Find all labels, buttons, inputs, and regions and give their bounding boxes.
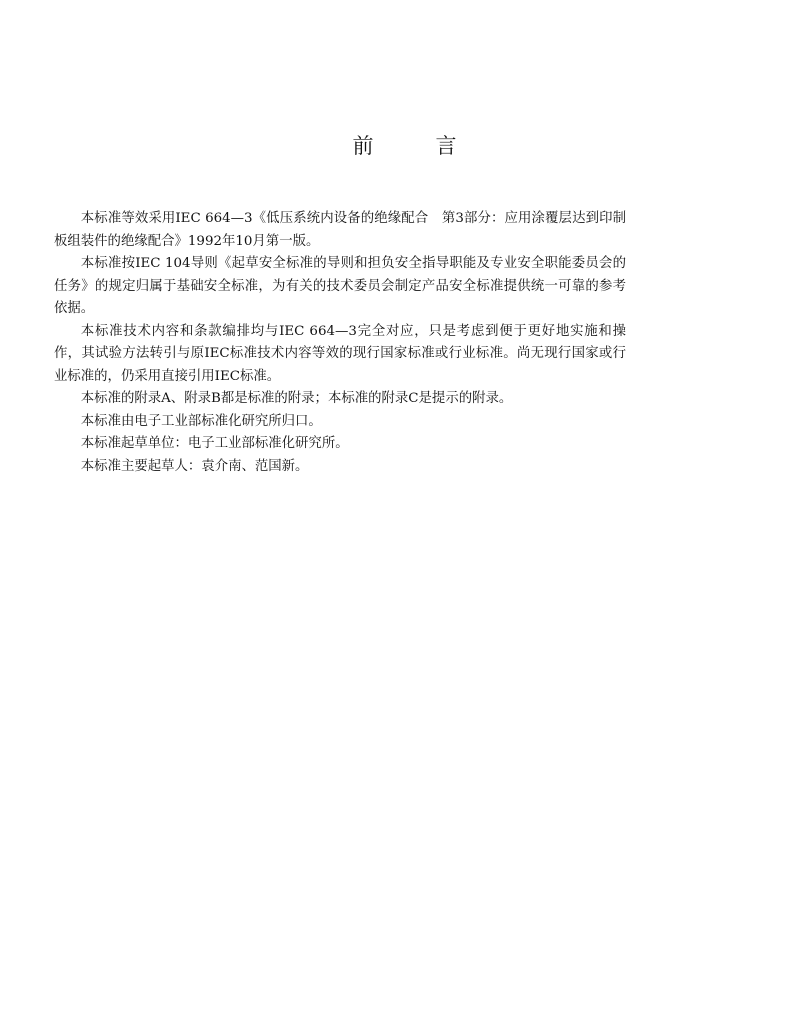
paragraph-drafting-unit: 本标准起草单位：电子工业部标准化研究所。 bbox=[80, 436, 349, 451]
paragraph-drafters: 本标准主要起草人：袁介南、范国新。 bbox=[80, 458, 309, 474]
paragraph-proposer: 本标准由电子工业部标准化研究所归口。 bbox=[80, 413, 322, 429]
title-char-2: 言 bbox=[435, 134, 457, 158]
paragraph-adoption: 本标准等效采用IEC 664—3《低压系统内设备的绝缘配合 第3部分：应用涂覆层达到印制板组装件的绝缘配合》1992年10月第一版。 bbox=[54, 211, 626, 249]
paragraph-annexes: 本标准的附录A、附录B都是标准的附录；本标准的附录C是提示的附录。 bbox=[80, 391, 513, 406]
title-char-1: 前 bbox=[352, 134, 374, 158]
foreword-body bbox=[54, 208, 626, 478]
paragraph-correspondence: 本标准技术内容和条款编排均与IEC 664—3完全对应，只是考虑到便于更好地实施和操作，其试验方法转引与原IEC标准技术内容等效的现行国家标准或行业标准。尚无现行国家或行业标准的，仍采用直接引用IEC标准。 bbox=[54, 323, 626, 384]
paragraph-classification: 本标准按IEC 104导则《起草安全标准的导则和担负安全指导职能及专业安全职能委员会的任务》的规定归属于基础安全标准，为有关的技术委员会制定产品安全标准提供统一可靠的参考依据。 bbox=[54, 256, 626, 316]
page-title bbox=[0, 130, 809, 160]
